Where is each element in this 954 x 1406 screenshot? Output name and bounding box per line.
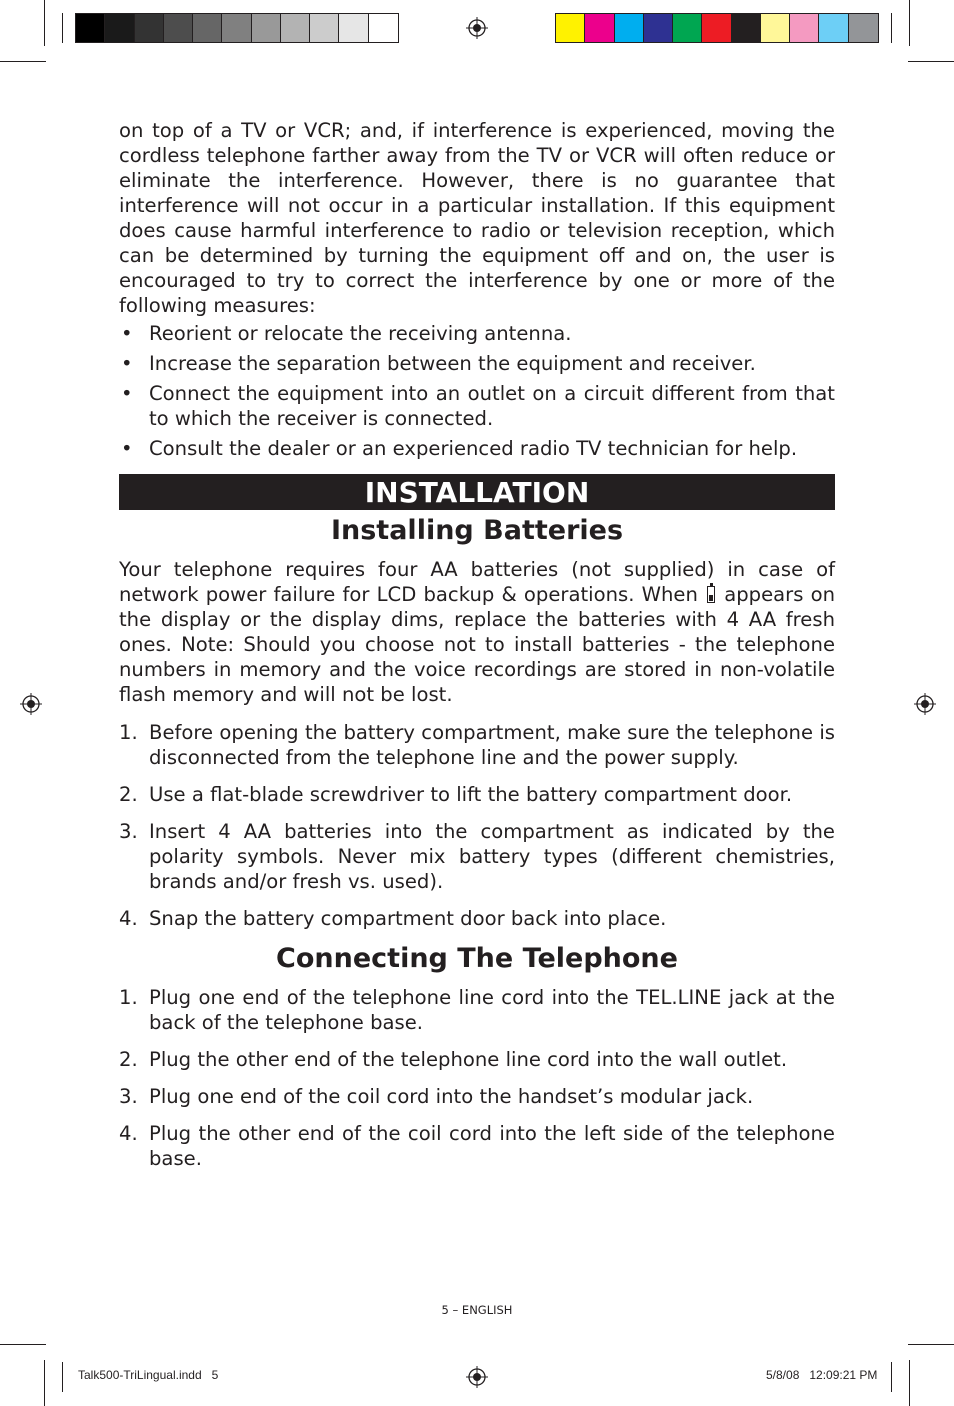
color-swatch (819, 14, 848, 42)
color-swatch (164, 14, 193, 42)
batteries-intro (119, 557, 835, 707)
page-content (119, 118, 835, 1183)
color-swatch (790, 14, 819, 42)
step-number: 4. (119, 1122, 138, 1145)
color-swatch (732, 14, 761, 42)
step-number: 2. (119, 783, 138, 806)
color-swatch (252, 14, 281, 42)
list-item (119, 1084, 835, 1109)
list-item (119, 906, 835, 931)
slug-file-name: Talk500-TriLingual.indd 5 (78, 1368, 219, 1382)
battery-steps (119, 720, 835, 931)
step-text: Plug one end of the telephone line cord into the TEL.LINE jack at the back of the telephone base. (149, 986, 835, 1034)
intro-paragraph: on top of a TV or VCR; and, if interference is experienced, moving the cordless telephone farther away from the TV or VCR will often reduce or eliminate the interference. However, there is no guarantee that interference will not occur in a particular installation. If this equipment does cause harmful interference to radio or television reception, which can be determined by turning the equipment off and on, the user is encouraged to try to correct the interference by one or more of the following measures: (119, 119, 835, 317)
list-item: • Consult the dealer or an experienced radio TV technician for help. (119, 436, 835, 461)
connecting-steps (119, 985, 835, 1171)
list-item: • Reorient or relocate the receiving antenna. (119, 321, 835, 346)
step-text: Insert 4 AA batteries into the compartment as indicated by the polarity symbols. Never mix battery types (different chemistries, brands and/or fresh vs. used). (149, 820, 835, 893)
step-number: 1. (119, 986, 138, 1009)
color-swatch (369, 14, 398, 42)
page-number: 5 – ENGLISH (441, 1303, 513, 1317)
step-text: Plug the other end of the telephone line cord into the wall outlet. (149, 1048, 788, 1071)
list-item: • Connect the equipment into an outlet on a circuit different from that to which the receiver is connected. (119, 381, 835, 431)
step-number: 4. (119, 907, 138, 930)
registration-mark-icon (466, 1366, 488, 1388)
batteries-intro-text: Your telephone requires four AA batteries (not supplied) in case of network power failure for LCD backup & operations. When (119, 558, 835, 606)
list-item (119, 720, 835, 770)
registration-mark-icon (466, 17, 488, 39)
list-item (119, 819, 835, 894)
color-swatch (222, 14, 251, 42)
registration-mark-icon (914, 693, 936, 715)
step-number: 1. (119, 721, 138, 744)
crop-mark (62, 13, 63, 43)
crop-mark (908, 61, 954, 62)
step-number: 2. (119, 1048, 138, 1071)
step-text: Use a flat-blade screwdriver to lift the battery compartment door. (149, 783, 793, 806)
color-swatch (556, 14, 585, 42)
list-item (119, 985, 835, 1035)
step-text: Snap the battery compartment door back into place. (149, 907, 667, 930)
slug-timestamp: 5/8/08 12:09:21 PM (766, 1368, 878, 1382)
step-text: Plug one end of the coil cord into the handset’s modular jack. (149, 1085, 754, 1108)
step-text: Plug the other end of the coil cord into the left side of the telephone base. (149, 1122, 835, 1170)
list-item (119, 782, 835, 807)
installing-batteries-heading: Installing Batteries (330, 515, 624, 546)
measures-list (119, 321, 835, 461)
crop-mark (891, 13, 892, 43)
crop-mark (0, 1344, 46, 1345)
list-item (119, 1121, 835, 1171)
color-swatch (105, 14, 134, 42)
crop-mark (0, 61, 46, 62)
batteries-intro-text: appears on the display or the display dims, replace the batteries with 4 AA fresh ones. Note: Should you choose not to install batteries - the telephone numbers in memory and the voice recordings are stored in non-volatile flash memory and will not be lost. (119, 583, 835, 706)
color-swatch (281, 14, 310, 42)
crop-mark (44, 1360, 45, 1406)
color-swatch (702, 14, 731, 42)
crop-mark (909, 1360, 910, 1406)
step-number: 3. (119, 1085, 138, 1108)
step-number: 3. (119, 820, 138, 843)
section-banner: INSTALLATION (119, 474, 835, 510)
crop-mark (44, 0, 45, 46)
color-swatch (310, 14, 339, 42)
crop-mark (908, 1344, 954, 1345)
color-control-bar (555, 13, 879, 43)
low-battery-icon (707, 586, 715, 603)
color-swatch (135, 14, 164, 42)
list-item (119, 1047, 835, 1072)
color-swatch (193, 14, 222, 42)
crop-mark (62, 1362, 63, 1392)
color-swatch (761, 14, 790, 42)
color-swatch (585, 14, 614, 42)
color-swatch (644, 14, 673, 42)
connecting-telephone-heading: Connecting The Telephone (276, 943, 678, 974)
color-swatch (76, 14, 105, 42)
registration-mark-icon (20, 693, 42, 715)
grayscale-control-bar (75, 13, 399, 43)
color-swatch (339, 14, 368, 42)
color-swatch (615, 14, 644, 42)
color-swatch (673, 14, 702, 42)
crop-mark (909, 0, 910, 46)
list-item: • Increase the separation between the equipment and receiver. (119, 351, 835, 376)
crop-mark (891, 1362, 892, 1392)
step-text: Before opening the battery compartment, make sure the telephone is disconnected from the telephone line and the power supply. (149, 721, 835, 769)
color-swatch (849, 14, 878, 42)
